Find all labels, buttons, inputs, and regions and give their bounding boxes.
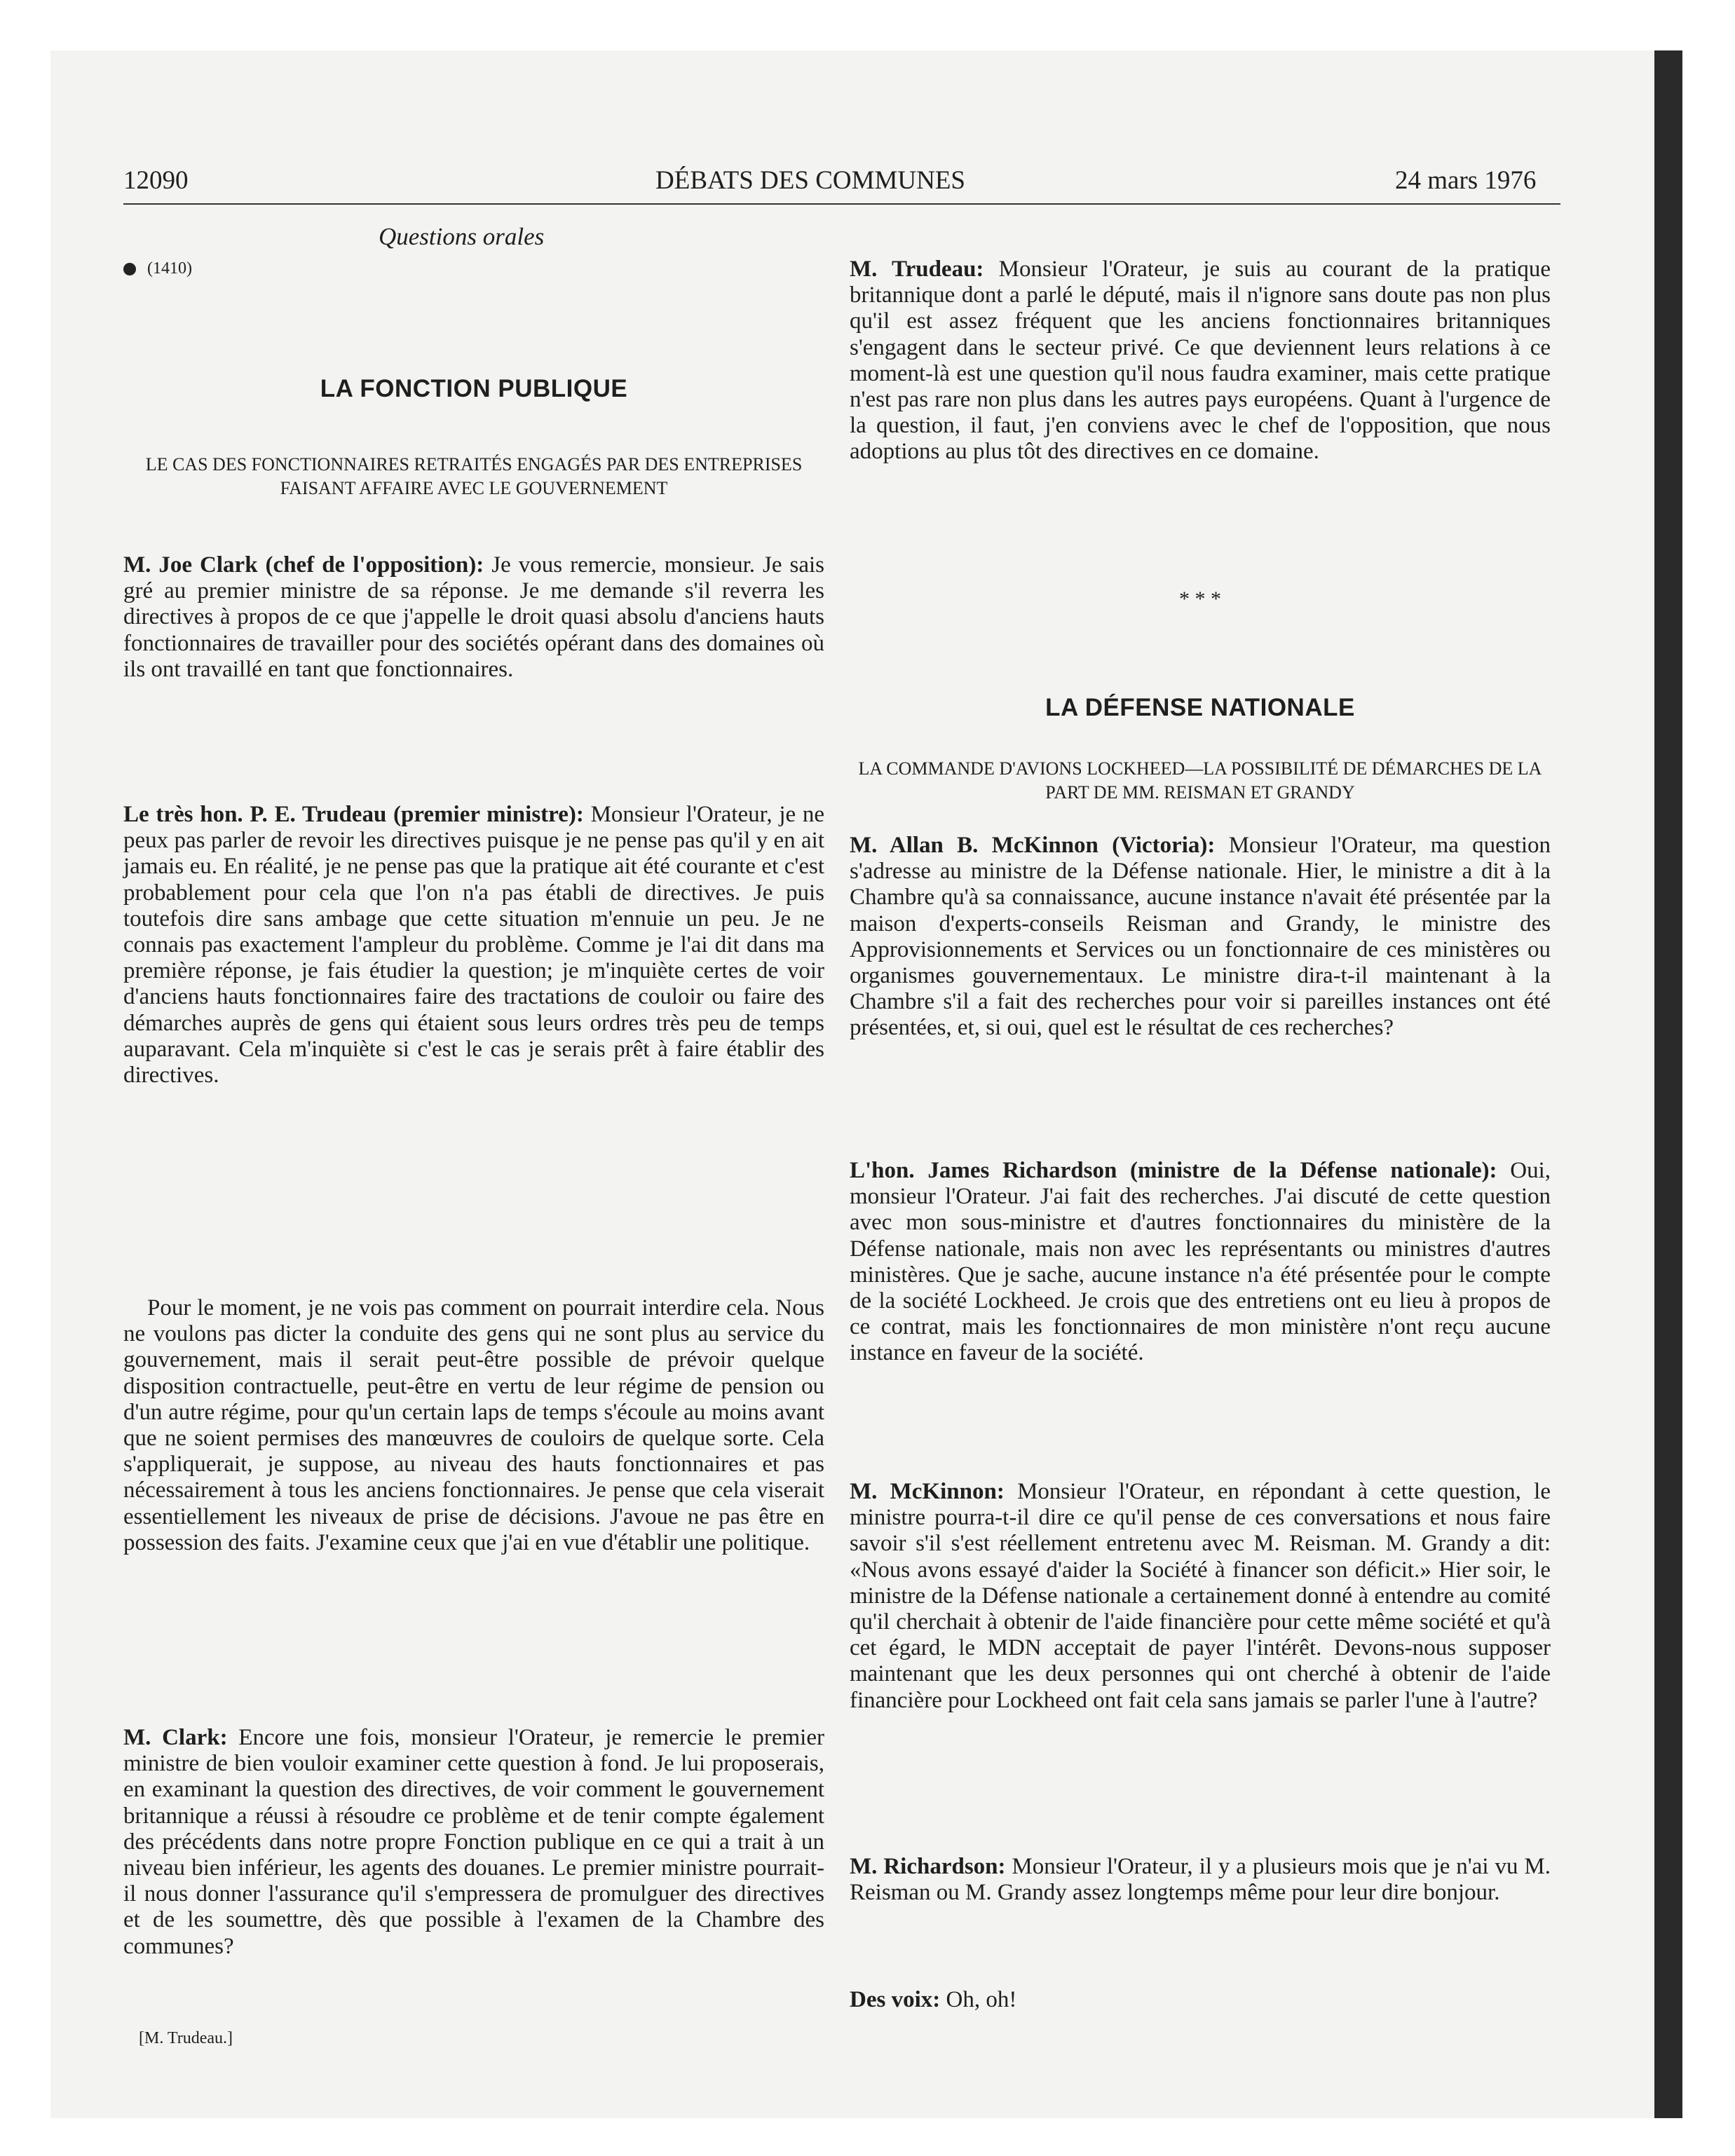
timestamp: (1410) xyxy=(147,259,192,278)
speech-text: Oui, monsieur l'Orateur. J'ai fait des recherches. J'ai discuté de cette question avec mon sous-ministre et d'autres fonctionnaires du ministère de la Défense nationale, mais non avec les représentants ou ministres d'autres ministères. Que je sache, aucune instance n'a été présentée pour le compte de la société Lockheed. Je crois que des entretiens ont eu lieu à propos de ce contrat, mais les fonctionnaires de mon ministère n'ont reçu aucune instance en faveur de la société. xyxy=(850,1158,1551,1366)
speaker-name: L'hon. James Richardson (ministre de la Défense nationale): xyxy=(850,1158,1497,1183)
speaker-name: Le très hon. P. E. Trudeau (premier ministre): xyxy=(123,802,584,827)
speech-text: Monsieur l'Orateur, je suis au courant de la pratique britannique dont a parlé le député, mais il n'ignore sans doute pas non plus qu'il est assez fréquent que les anciens fonctionnaires britanniques s'engagent dans le secteur privé. Ce que deviennent leurs relations à ce moment-là est une question qu'il nous faudra examiner, mais cette pratique n'est pas rare non plus dans les autres pays européens. Quant à l'urgence de la question, il faut, j'en conviens avec le chef de l'opposition, que nous adoptions au plus tôt des directives en ce domaine. xyxy=(850,257,1551,465)
section-heading: LA DÉFENSE NATIONALE xyxy=(1045,694,1355,721)
speech-text: Monsieur l'Orateur, en répondant à cette question, le ministre pourra-t-il dire ce qu'il pense de ces conversations et nous faire savoir s'il s'est réellement entretenu avec M. Reisman. M. Grandy a dit: «Nous avons essayé d'aider la Société à financer son déficit.» Hier soir, le ministre de la Défense nationale a certainement donné à entendre au comité qu'il cherchait à obtenir de l'aide financière pour cette même société et qu'à cet égard, le MDN acceptait de payer l'intérêt. Devons-nous supposer maintenant que les deux personnes qui ont cherché à obtenir de l'aide financière pour Lockheed ont fait cela sans jamais se parler l'une à l'autre? xyxy=(850,1479,1551,1713)
paragraph xyxy=(123,1295,824,1556)
paragraph xyxy=(850,1854,1551,1906)
section-heading: LA FONCTION PUBLIQUE xyxy=(320,375,628,402)
paragraph xyxy=(123,1725,824,1960)
section-separator: * * * xyxy=(1179,587,1221,610)
footnote: [M. Trudeau.] xyxy=(139,2029,233,2047)
page-date: 24 mars 1976 xyxy=(1395,166,1537,195)
speaker-name: M. Allan B. McKinnon (Victoria): xyxy=(850,833,1216,858)
speech-text: Oh, oh! xyxy=(940,1987,1017,2012)
speaker-name: M. Clark: xyxy=(123,1725,228,1750)
speech-text: Monsieur l'Orateur, ma question s'adresse au ministre de la Défense nationale. Hier, le ministre a dit à la Chambre qu'à sa connaissance, aucune instance n'avait été présentée par la maison d'experts-conseils Reisman and Grandy, le ministre des Approvisionnements et Services ou un fonctionnaire de ces ministères ou organismes gouvernementaux. Le ministre dira-t-il maintenant à la Chambre s'il a fait des recherches pour voir si pareilles instances ont été présentées, et, si oui, quel est le résultat de ces recherches? xyxy=(850,833,1551,1041)
paragraph xyxy=(850,257,1551,465)
speaker-name: M. Trudeau: xyxy=(850,257,984,282)
speech-text: Monsieur l'Orateur, il y a plusieurs mois que je n'ai vu M. Reisman ou M. Grandy assez longtemps même pour leur dire bonjour. xyxy=(850,1854,1551,1906)
speech-text: Encore une fois, monsieur l'Orateur, je remercie le premier ministre de bien vouloir examiner cette question à fond. Je lui proposerais, en examinant la question des directives, de voir comment le gouvernement britannique a réussi à résoudre ce problème et de tenir compte également des précédents dans notre propre Fonction publique en ce qui a trait à un niveau bien inférieur, les agents des douanes. Le premier ministre pourrait-il nous donner l'assurance qu'il s'empressera de promulguer des directives et de les soumettre, dès que possible à l'examen de la Chambre des communes? xyxy=(123,1725,824,1959)
timestamp-marker xyxy=(123,259,192,278)
paragraph xyxy=(850,1479,1551,1714)
section-label: Questions orales xyxy=(379,223,545,250)
bullet-icon xyxy=(123,263,136,275)
speech-text: Pour le moment, je ne vois pas comment on pourrait interdire cela. Nous ne voulons pas dicter la conduite des gens qui ne sont plus au service du gouvernement, mais il serait peut-être possible de prévoir quelque disposition contractuelle, peut-être en vertu de leur régime de pension ou d'un autre régime, pour qu'un certain laps de temps s'écoule au moins avant que ne soient permises des manœuvres de couloirs de quelque sorte. Cela s'appliquerait, je suppose, au niveau des hauts fonctionnaires et pas nécessairement à tous les anciens fonctionnaires. Je pense que cela viserait essentiellement les niveaux de prise de décisions. J'avoue ne pas être en possession des faits. J'examine ceux que j'ai en vue d'établir une politique. xyxy=(123,1295,824,1555)
paragraph xyxy=(850,833,1551,1042)
header-rule xyxy=(123,203,1560,205)
section-subheading: LA COMMANDE D'AVIONS LOCKHEED—LA POSSIBILITÉ DE DÉMARCHES DE LA PART DE MM. REISMAN ET GRANDY xyxy=(858,758,1542,803)
speaker-name: M. Richardson: xyxy=(850,1854,1006,1879)
paragraph xyxy=(123,552,824,683)
publication-title: DÉBATS DES COMMUNES xyxy=(655,166,966,195)
speech-text: Monsieur l'Orateur, je ne peux pas parler de revoir les directives puisque je ne pense pas qu'il y en ait jamais eu. En réalité, je ne pense pas que la pratique ait été courante et c'est probablement pour cela que l'on n'a pas établi de directives. Je puis toutefois dire sans ambage que cette situation m'ennuie un peu. Je ne connais pas exactement l'ampleur du problème. Comme je l'ai dit dans ma première réponse, je fais étudier la question; je m'inquiète certes de voir d'anciens hauts fonctionnaires faire des tractations de couloir ou faire des démarches auprès de gens qui étaient sous leurs ordres très peu de temps auparavant. Cela m'inquiète si c'est le cas je serais prêt à faire établir des directives. xyxy=(123,802,824,1089)
paragraph xyxy=(850,1158,1551,1367)
page-number: 12090 xyxy=(123,166,189,195)
section-subheading: LE CAS DES FONCTIONNAIRES RETRAITÉS ENGAGÉS PAR DES ENTREPRISES FAISANT AFFAIRE AVEC LE GOUVERNEMENT xyxy=(145,454,803,498)
speaker-name: Des voix: xyxy=(850,1987,941,2012)
speaker-name: M. McKinnon: xyxy=(850,1479,1005,1504)
speaker-name: M. Joe Clark (chef de l'opposition): xyxy=(123,552,484,578)
speech-text: Je vous remercie, monsieur. Je sais gré au premier ministre de sa réponse. Je me demande s'il reverra les directives à propos de ce que j'appelle le droit quasi absolu d'anciens hauts fonctionnaires de travailler pour des sociétés opérant dans des domaines où ils ont travaillé en tant que fonctionnaires. xyxy=(123,552,825,682)
paragraph xyxy=(123,802,824,1089)
paragraph xyxy=(850,1987,1551,2013)
scan-edge-bar xyxy=(1654,50,1682,2118)
